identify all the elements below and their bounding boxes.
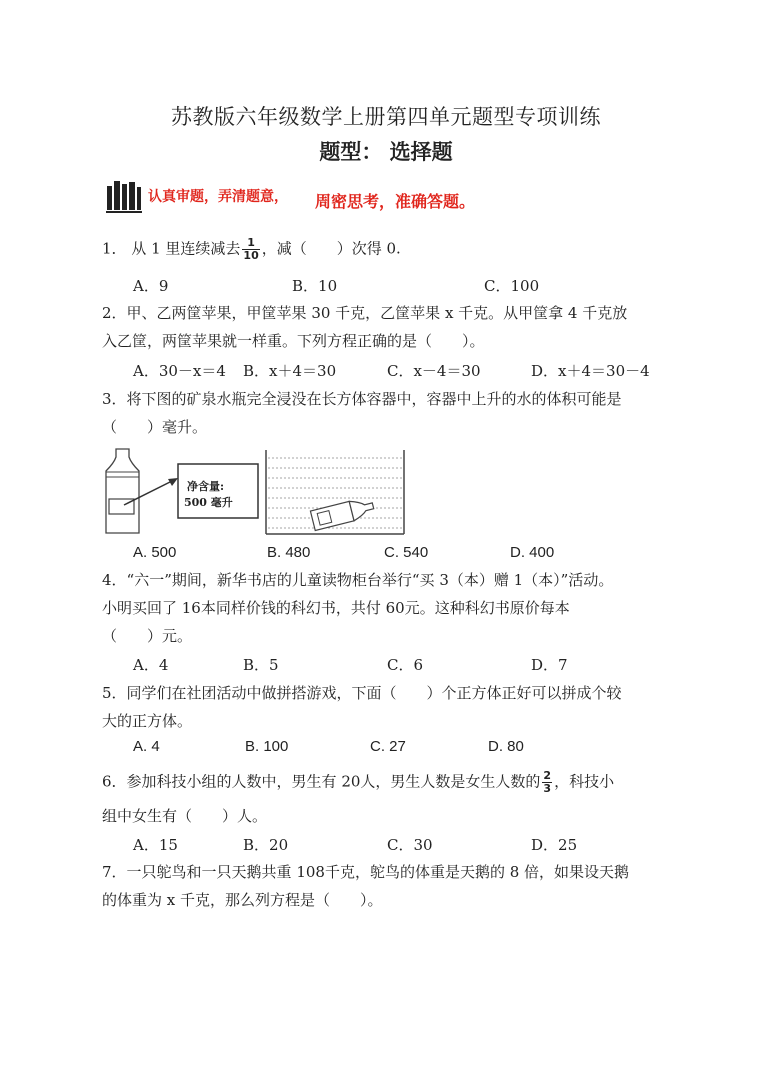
q6-option-c: C．30: [387, 836, 433, 854]
q2-option-a: A．30－x＝4: [133, 362, 226, 380]
q6-option-b: B．20: [243, 836, 289, 854]
q6-option-a: A．15: [133, 836, 178, 854]
volume-label-line-2: 500 毫升: [184, 496, 233, 509]
q2-option-c: C．x－4＝30: [387, 362, 481, 380]
question-7-line-2: 的体重为 x 千克，那么列方程是（ ）。: [102, 891, 383, 909]
question-1: 1． 从 1 里连续减去 $\frac{1}{10}$ ，减（ ）次得 0.: [102, 236, 401, 262]
q5-option-c: C. 27: [370, 738, 406, 755]
question-7: 7．一只鸵鸟和一只天鹅共重 108千克，鸵鸟的体重是天鹅的 8 倍，如果设天鹅: [102, 863, 630, 881]
q5-option-b: B. 100: [245, 738, 289, 755]
q3-option-a: A. 500: [133, 544, 177, 561]
banner-text-1: 认真审题，弄清题意，: [148, 189, 288, 205]
question-5: 5．同学们在社团活动中做拼搭游戏，下面（ ）个正方体正好可以拼成个较: [102, 684, 622, 702]
books-icon: [106, 180, 142, 214]
q3-figure: [100, 444, 420, 544]
question-2-line-2: 入乙筐，两筐苹果就一样重。下列方程正确的是（ ）。: [102, 332, 485, 350]
volume-label-line-1: 净含量:: [187, 480, 225, 493]
water-container: [266, 450, 404, 534]
q2-option-b: B．x＋4＝30: [243, 362, 337, 380]
question-2: 2．甲、乙两筐苹果，甲筐苹果 30 千克，乙筐苹果 x 千克。从甲筐拿 4 千克放: [102, 304, 628, 322]
submerged-bottle: [310, 496, 375, 530]
q4-option-d: D．7: [531, 656, 568, 674]
q4-option-c: C．6: [387, 656, 424, 674]
question-3-line-2: （ ）毫升。: [102, 418, 208, 436]
question-6: 6．参加科技小组的人数中，男生有 20人，男生人数是女生人数的 $\frac{2}{3}$ ，科技小: [102, 769, 615, 795]
arrow: [124, 480, 174, 505]
bottle-and-container-diagram: [100, 444, 420, 540]
q2-option-d: D．x＋4＝30－4: [531, 362, 650, 380]
q1-option-a: A．9: [133, 277, 169, 295]
banner: [106, 180, 142, 214]
question-5-line-2: 大的正方体。: [102, 712, 193, 730]
bottle-outline: [106, 449, 139, 533]
q6-option-d: D．25: [531, 836, 578, 854]
question-3: 3．将下图的矿泉水瓶完全浸没在长方体容器中，容器中上升的水的体积可能是: [102, 390, 622, 408]
q5-option-a: A. 4: [133, 738, 160, 755]
q3-option-c: C. 540: [384, 544, 429, 561]
question-4-line-2: 小明买回了 16本同样价钱的科幻书，共付 60元。这种科幻书原价每本: [102, 599, 570, 617]
q4-option-b: B．5: [243, 656, 279, 674]
q3-option-b: B. 480: [267, 544, 311, 561]
banner-text-2: 周密思考，准确答题。: [315, 192, 476, 211]
question-6-line-2: 组中女生有（ ）人。: [102, 807, 268, 825]
q1-option-c: C．100: [484, 277, 540, 295]
q1-option-b: B．10: [292, 277, 338, 295]
q5-option-d: D. 80: [488, 738, 524, 755]
fraction-two-thirds: $\frac{2}{3}$: [543, 769, 552, 795]
q3-option-d: D. 400: [510, 544, 555, 561]
page-title: 苏教版六年级数学上册第四单元题型专项训练: [171, 105, 601, 129]
question-4: 4．“六一”期间，新华书店的儿童读物柜台举行“买 3（本）赠 1（本）”活动。: [102, 571, 614, 589]
question-4-line-3: （ ）元。: [102, 627, 193, 645]
page-subtitle: 题型： 选择题: [319, 140, 453, 164]
q4-option-a: A．4: [133, 656, 169, 674]
fraction-one-tenth: $\frac{1}{10}$: [243, 236, 259, 262]
